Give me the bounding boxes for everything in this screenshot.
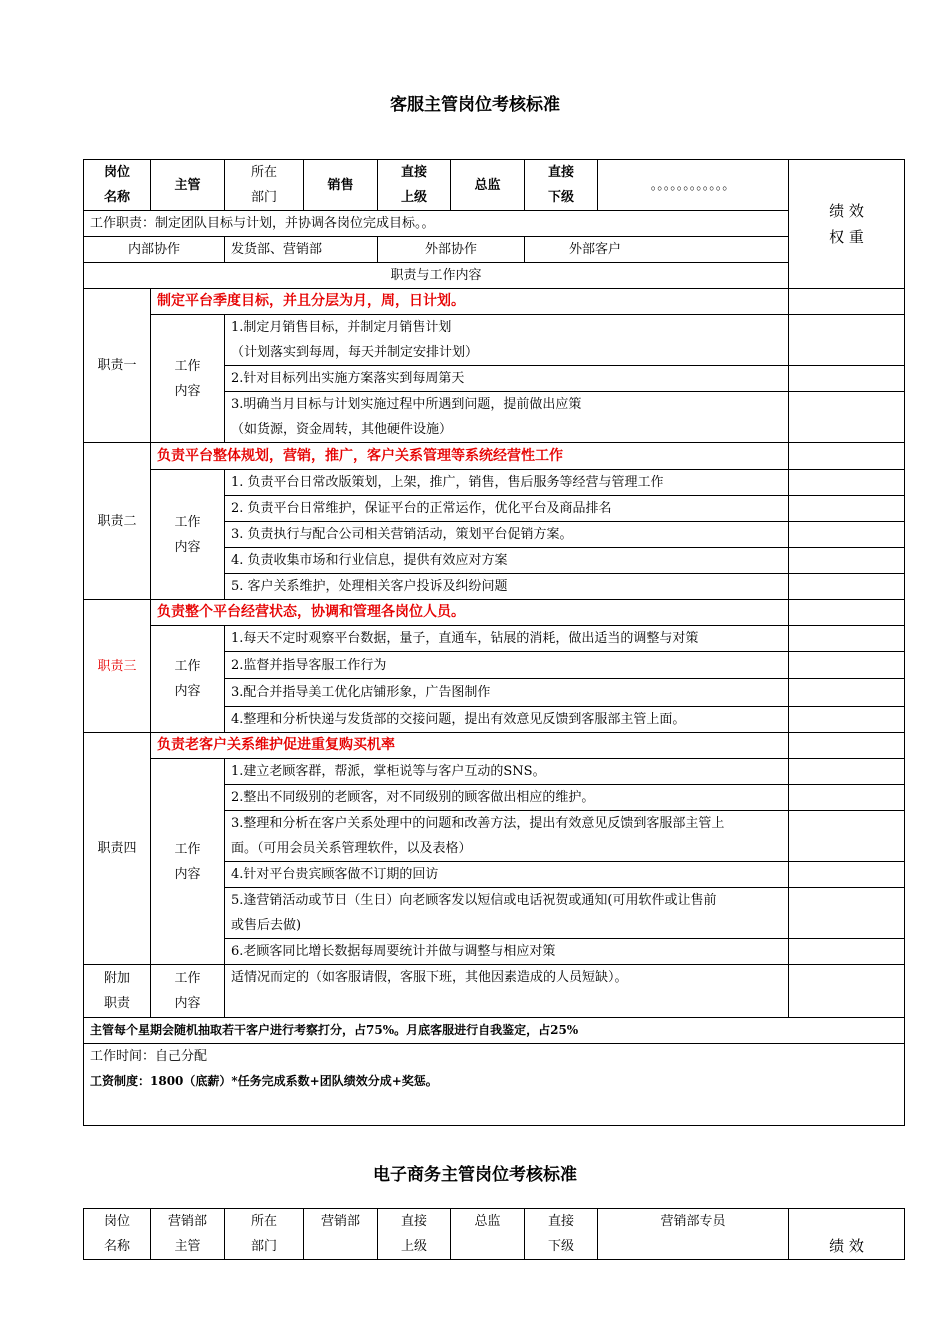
duty-item-row [84, 759, 905, 785]
weight-cell [789, 888, 905, 939]
duty-item-row [84, 315, 905, 366]
weight-cell [789, 759, 905, 785]
weight-cell [789, 496, 905, 522]
doc2-header-row [84, 1209, 905, 1260]
duty-item: 4. 负责收集市场和行业信息，提供有效应对方案 [225, 548, 789, 574]
doc2-superior-label: 直接 上级 [378, 1209, 451, 1260]
weight-cell [789, 600, 905, 626]
doc2-dept-value: 营销部 [304, 1209, 378, 1260]
doc2-dept-label: 所在 部门 [225, 1209, 304, 1260]
doc2-superior-value: 总监 [451, 1209, 525, 1260]
duty-item-row [84, 470, 905, 496]
weight-cell [789, 443, 905, 470]
external-value: 外部客户 [525, 237, 789, 263]
duty-item: 3.配合并指导美工优化店铺形象，广告图制作 [225, 679, 789, 707]
duty-summary-row [84, 211, 905, 237]
subordinate-label: 直接 下级 [525, 160, 598, 211]
duty-item: 6.老顾客同比增长数据每周要统计并做与调整与相应对策 [225, 939, 789, 965]
duty-heading-row [84, 733, 905, 759]
footer-row [84, 1044, 905, 1126]
weight-cell [789, 862, 905, 888]
doc2-title: 电子商务主管岗位考核标准 [373, 1165, 577, 1185]
duty-item: 1.每天不定时观察平台数据，量子，直通车，钻展的消耗，做出适当的调整与对策 [225, 626, 789, 652]
dept-label: 所在 部门 [225, 160, 304, 211]
weight-cell [789, 522, 905, 548]
duty-heading: 负责整个平台经营状态，协调和管理各岗位人员。 [151, 600, 789, 626]
duty-item: 2.监督并指导客服工作行为 [225, 652, 789, 679]
external-label: 外部协作 [378, 237, 525, 263]
duty-heading-row [84, 289, 905, 315]
weight-cell [789, 548, 905, 574]
work-content-label: 工作 内容 [151, 965, 225, 1018]
footer-cell [84, 1044, 905, 1126]
duty-item: 4.针对平台贵宾顾客做不订期的回访 [225, 862, 789, 888]
doc2-weight-label: 绩 效 [789, 1209, 905, 1260]
weight-cell [789, 626, 905, 652]
collaboration-row [84, 237, 905, 263]
doc2-subordinate-value: 营销部专员 [598, 1209, 789, 1260]
weight-cell [789, 811, 905, 862]
duty-item: 3.明确当月目标与计划实施过程中所遇到问题，提前做出应策 （如货源，资金周转，其他硬件设施） [225, 392, 789, 443]
duty-label: 职责一 [84, 289, 151, 443]
weight-cell [789, 574, 905, 600]
work-content-label: 工作 内容 [151, 470, 225, 600]
duty-item: 2.整出不同级别的老顾客，对不同级别的顾客做出相应的维护。 [225, 785, 789, 811]
duty-item: 2.针对目标列出实施方案落实到每周第天 [225, 366, 789, 392]
additional-label: 附加 职责 [84, 965, 151, 1018]
duty-item: 5. 客户关系维护，处理相关客户投诉及纠纷问题 [225, 574, 789, 600]
work-content-label: 工作 内容 [151, 315, 225, 443]
duty-item: 1. 负责平台日常改版策划，上架，推广，销售，售后服务等经营与管理工作 [225, 470, 789, 496]
duty-heading-row [84, 600, 905, 626]
duty-item: 3.整理和分析在客户关系处理中的问题和改善方法，提出有效意见反馈到客服部主管上 面。（可用会员关系管理软件，以及表格） [225, 811, 789, 862]
assessment-row [84, 1018, 905, 1044]
position-value: 主管 [151, 160, 225, 211]
duty-heading: 负责平台整体规划，营销，推广，客户关系管理等系统经营性工作 [151, 443, 789, 470]
position-label: 岗位 名称 [84, 160, 151, 211]
weight-cell [789, 707, 905, 733]
subordinate-value: 。。。。。。。。。。。。 [598, 160, 789, 211]
internal-label: 内部协作 [84, 237, 225, 263]
duty-label: 职责三 [84, 600, 151, 733]
duty-item: 1.制定月销售目标，并制定月销售计划 （计划落实到每周，每天并制定安排计划） [225, 315, 789, 366]
doc1-title: 客服主管岗位考核标准 [390, 95, 560, 115]
duty-item: 4.整理和分析快递与发货部的交接问题，提出有效意见反馈到客服部主管上面。 [225, 707, 789, 733]
weight-cell [789, 785, 905, 811]
weight-cell [789, 939, 905, 965]
duty-item-row [84, 626, 905, 652]
assessment-text: 主管每个星期会随机抽取若干客户进行考察打分，占75%。月底客服进行自我鉴定，占25% [84, 1018, 905, 1044]
weight-cell [789, 679, 905, 707]
additional-duty-row [84, 965, 905, 1018]
section-heading: 职责与工作内容 [84, 263, 789, 289]
superior-value: 总监 [451, 160, 525, 211]
header-row [84, 160, 905, 211]
weight-cell [789, 315, 905, 366]
duty-item: 1.建立老顾客群，帮派，掌柜说等与客户互动的SNS。 [225, 759, 789, 785]
salary: 工资制度：1800（底薪）*任务完成系数+团队绩效分成+奖惩。 [90, 1074, 438, 1088]
duty-label: 职责四 [84, 733, 151, 965]
weight-cell [789, 392, 905, 443]
duty-item: 3. 负责执行与配合公司相关营销活动，策划平台促销方案。 [225, 522, 789, 548]
duty-heading: 负责老客户关系维护促进重复购买机率 [151, 733, 789, 759]
duty-label: 职责二 [84, 443, 151, 600]
weight-cell [789, 470, 905, 496]
superior-label: 直接 上级 [378, 160, 451, 211]
doc2-subordinate-label: 直接 下级 [525, 1209, 598, 1260]
duty-item: 5.逢营销活动或节日（生日）向老顾客发以短信或电话祝贺或通知(可用软件或让售前 或售后去做) [225, 888, 789, 939]
duty-heading: 制定平台季度目标，并且分层为月，周，日计划。 [151, 289, 789, 315]
dept-value: 销售 [304, 160, 378, 211]
weight-label: 绩 效 权 重 [789, 160, 905, 289]
work-content-label: 工作 内容 [151, 626, 225, 733]
additional-content: 适情况而定的（如客服请假，客服下班，其他因素造成的人员短缺）。 [225, 965, 789, 1018]
weight-cell [789, 366, 905, 392]
weight-cell [789, 733, 905, 759]
doc1-table [83, 159, 905, 1126]
weight-cell [789, 965, 905, 1018]
internal-value: 发货部、营销部 [225, 237, 378, 263]
duty-summary: 工作职责：制定团队目标与计划，并协调各岗位完成目标。。 [84, 211, 789, 237]
duty-item: 2. 负责平台日常维护，保证平台的正常运作，优化平台及商品排名 [225, 496, 789, 522]
work-time: 工作时间：自己分配 [90, 1049, 208, 1064]
weight-cell [789, 289, 905, 315]
doc2-position-label: 岗位 名称 [84, 1209, 151, 1260]
doc2-table [83, 1208, 905, 1260]
work-content-label: 工作 内容 [151, 759, 225, 965]
doc2-position-value: 营销部 主管 [151, 1209, 225, 1260]
duty-heading-row [84, 443, 905, 470]
section-heading-row [84, 263, 905, 289]
weight-cell [789, 652, 905, 679]
